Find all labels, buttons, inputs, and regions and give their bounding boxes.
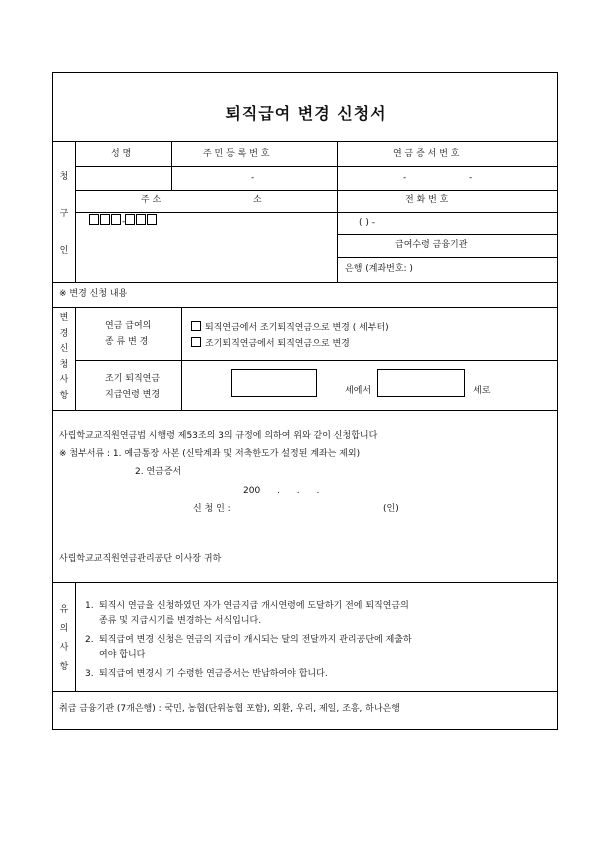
phone-value: ( ) - [359, 218, 375, 228]
postal-code-boxes: - [89, 214, 158, 228]
note-number: 3. [85, 669, 94, 679]
kind-label-1: 연금 급여의 [105, 321, 152, 331]
address-label: 주 소 [141, 195, 162, 205]
applicant-side-char: 구 [59, 209, 69, 219]
change-section-label: ※ 변경 신청 내용 [59, 289, 128, 299]
divider [53, 307, 557, 308]
cert-dash: - [403, 173, 407, 183]
age-to-input[interactable] [377, 369, 465, 397]
phone-label: 전 화 번 호 [405, 195, 449, 205]
age-label-2: 지급연령 변경 [105, 390, 161, 400]
bank-account: 은행 (계좌번호: ) [345, 264, 413, 274]
attachment-1: ※ 첨부서류 : 1. 예금통장 사본 (신탁계좌 및 저축한도가 설정된 계좌는 제외) [59, 449, 361, 459]
cert-dash: - [469, 173, 473, 183]
divider [337, 234, 557, 235]
checkbox[interactable] [191, 337, 201, 347]
form-title: 퇴직급여 변경 신청서 [225, 104, 387, 123]
rrn-dash: - [251, 173, 255, 183]
divider [171, 141, 172, 190]
applicant-label: 신 청 인 : [193, 504, 231, 514]
divider [53, 141, 557, 142]
divider [75, 582, 76, 691]
form [52, 72, 558, 730]
note-item: 퇴직급여 변경 신청은 연금의 지급이 개시되는 달의 전달까지 관리공단에 제출하 여야 합니다 [99, 635, 412, 660]
age-from-suffix: 세에서 [345, 386, 372, 396]
checkbox[interactable] [191, 321, 201, 331]
statement: 사립학교교직원연금법 시행령 제53조의 3의 규정에 의하여 위와 같이 신청합니다 [59, 431, 378, 441]
note-item: 퇴직급여 변경시 기 수령한 연금증서는 반납하여야 합니다. [99, 669, 328, 679]
divider [75, 141, 76, 282]
age-label-1: 조기 퇴직연금 [105, 374, 161, 384]
footer-banks: 취급 금융기관 (7개은행) : 국민, 농협(단위농협 포함), 외환, 우리, 제일, 조흥, 하나은행 [59, 704, 400, 714]
date-line: 200 . . . [243, 486, 320, 496]
divider [75, 166, 557, 167]
age-to-suffix: 세로 [473, 386, 491, 396]
divider [75, 360, 557, 361]
note-number: 2. [85, 635, 94, 645]
cert-header: 연 금 증 서 번 호 [393, 149, 460, 159]
addressee: 사립학교교직원연금관리공단 이사장 귀하 [59, 554, 222, 564]
seal-mark: (인) [383, 504, 399, 514]
applicant-side-char: 인 [59, 246, 69, 256]
option-early-pension[interactable]: 퇴직연금에서 조기퇴직연금으로 변경 ( 세부터) [191, 321, 389, 334]
name-header: 성 명 [111, 149, 132, 159]
divider [337, 141, 338, 282]
divider [53, 282, 557, 283]
option-retirement-pension[interactable]: 조기퇴직연금에서 퇴직연금으로 변경 [191, 337, 350, 350]
divider [53, 410, 557, 411]
notes-side-label: 유 의 사 항 [59, 605, 69, 672]
age-from-input[interactable] [231, 369, 317, 397]
note-number: 1. [85, 601, 94, 611]
divider [53, 582, 557, 583]
attachment-2: 2. 연금증서 [135, 467, 182, 477]
kind-label-2: 종 류 변 경 [105, 337, 149, 347]
applicant-side-char: 청 [59, 172, 69, 182]
divider [75, 212, 557, 213]
divider [75, 190, 557, 191]
address-char: 소 [253, 195, 262, 205]
bank-label: 급여수령 금융기관 [395, 240, 468, 250]
divider [337, 257, 557, 258]
change-side-label: 변 경 신 청 사 항 [59, 313, 69, 401]
note-item: 퇴직시 연금을 신청하였던 자가 연금지급 개시연령에 도달하기 전에 퇴직연금의 종류 및 지급시기를 변경하는 서식입니다. [99, 601, 409, 626]
divider [53, 691, 557, 692]
divider [75, 307, 76, 410]
divider [181, 307, 182, 410]
rrn-header: 주 민 등 록 번 호 [203, 149, 270, 159]
